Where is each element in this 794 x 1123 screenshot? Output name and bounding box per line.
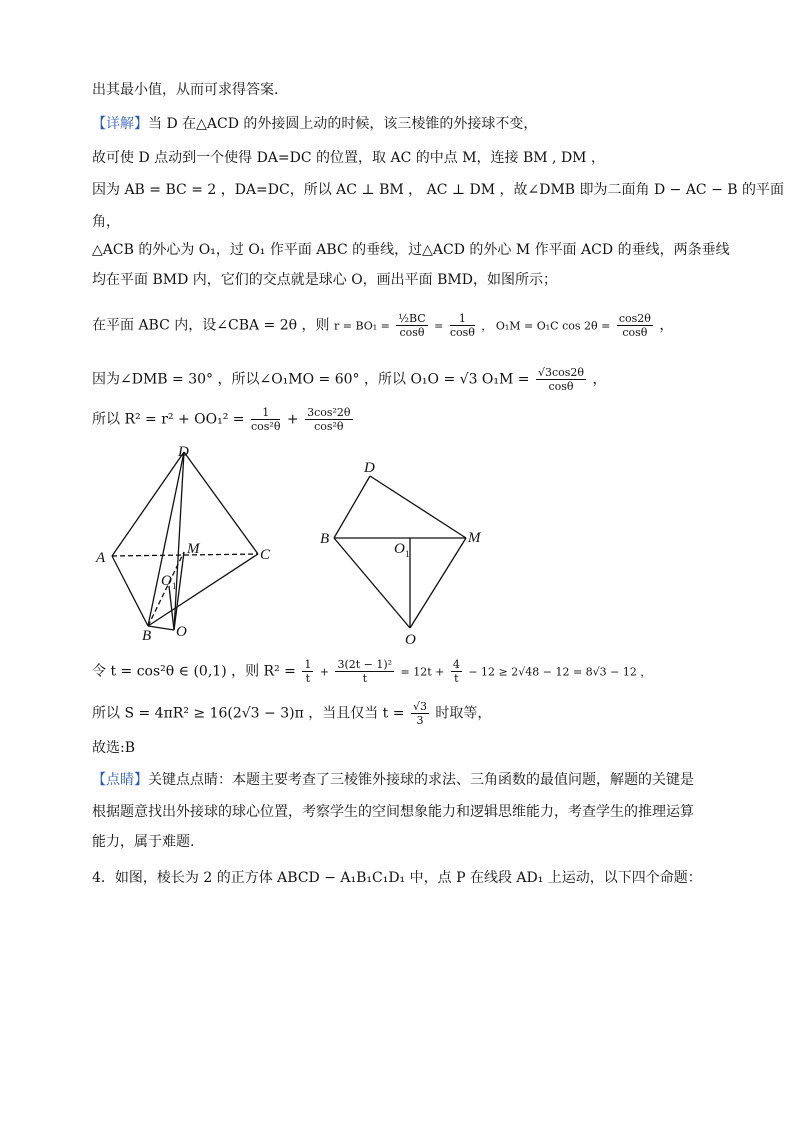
formula-line: 在平面 ABC 内，设∠CBA = 2θ ，则 r = BO₁ = $\frac{\text{½BC}}{\cos\theta}$ = $\frac{1}{\cos\theta}$ ， O₁M = O₁C cos 2θ = $\frac{\cos 2\theta}{\cos\theta}$ ， [92, 312, 674, 339]
formula-line: 令 t = cos²θ ∈ (0,1) ，则 R² = $\frac{1}{t}$ + $\frac{\text{3(2t − 1)²}}{t}$ = 12t + $\frac{4}{t}$ − 12 ≥ 2√48 − 12 = 8√3 − 12 ， [92, 658, 652, 685]
text-line: 故可使 D 点动到一个使得 DA=DC 的位置，取 AC 的中点 M，连接 BM , DM ， [92, 150, 605, 166]
text-line: 角， [92, 214, 120, 230]
text-line: 能力，属于难题. [92, 834, 195, 850]
label-B: B [320, 531, 330, 547]
label-A: A [96, 550, 106, 566]
text-line: 故选:B [92, 740, 136, 756]
label-M: M [187, 541, 200, 557]
text-line: △ACB 的外心为 O₁，过 O₁ 作平面 ABC 的垂线，过△ACD 的外心 M 作平面 ACD 的垂线，两条垂线 [92, 242, 730, 258]
formula-line: 所以 R² = r² + OO₁² = $\frac{1}{\text{cos²θ}}$ + $\frac{\text{3cos²2θ}}{\text{cos²θ}}$ [92, 406, 351, 433]
label-M: M [468, 530, 481, 546]
question-line: 4．如图，棱长为 2 的正方体 ABCD − A₁B₁C₁D₁ 中，点 P 在线段 AD₁ 上运动，以下四个命题： [92, 870, 702, 886]
label-D: D [364, 460, 375, 476]
label-O1: O [161, 573, 172, 589]
text-line: 【详解】当 D 在△ACD 的外接圆上动的时候，该三棱锥的外接球不变， [92, 116, 538, 132]
text-line: 因为 AB = BC = 2 ，DA=DC，所以 AC ⊥ BM ， AC ⊥ DM ，故∠DMB 即为二面角 D − AC − B 的平面 [92, 182, 785, 198]
text-line: 出其最小值，从而可求得答案. [92, 82, 279, 98]
label-B: B [142, 628, 152, 644]
comment-tag: 【点睛】 [92, 772, 148, 788]
figure-plane-bmd [316, 456, 496, 652]
label-C: C [260, 547, 271, 563]
label-O: O [176, 624, 187, 640]
text-line: 根据题意找出外接球的球心位置，考察学生的空间想象能力和逻辑思维能力，考查学生的推理运算 [92, 804, 694, 820]
text-line: 均在平面 BMD 内，它们的交点就是球心 O，画出平面 BMD，如图所示； [92, 272, 557, 288]
detail-tag: 【详解】 [92, 116, 148, 132]
label-O1-sub: 1 [405, 549, 410, 559]
label-O1: O [394, 541, 405, 557]
formula-line: 因为∠DMB = 30° ，所以∠O₁MO = 60° ，所以 O₁O = √3 O₁M = $\frac{√3\cos 2\theta}{\cos\theta}$ ， [92, 366, 607, 393]
text-line: 【点睛】关键点点睛：本题主要考查了三棱锥外接球的求法、三角函数的最值问题，解题的关键是 [92, 772, 694, 788]
figure-tetrahedron [90, 440, 290, 650]
label-O: O [405, 632, 416, 648]
label-D: D [178, 444, 189, 460]
label-O1-sub: 1 [172, 581, 177, 591]
formula-line: 所以 S = 4πR² ≥ 16(2√3 − 3)π ，当且仅当 t = $\frac{√3}{3}$ 时取等， [92, 700, 492, 727]
